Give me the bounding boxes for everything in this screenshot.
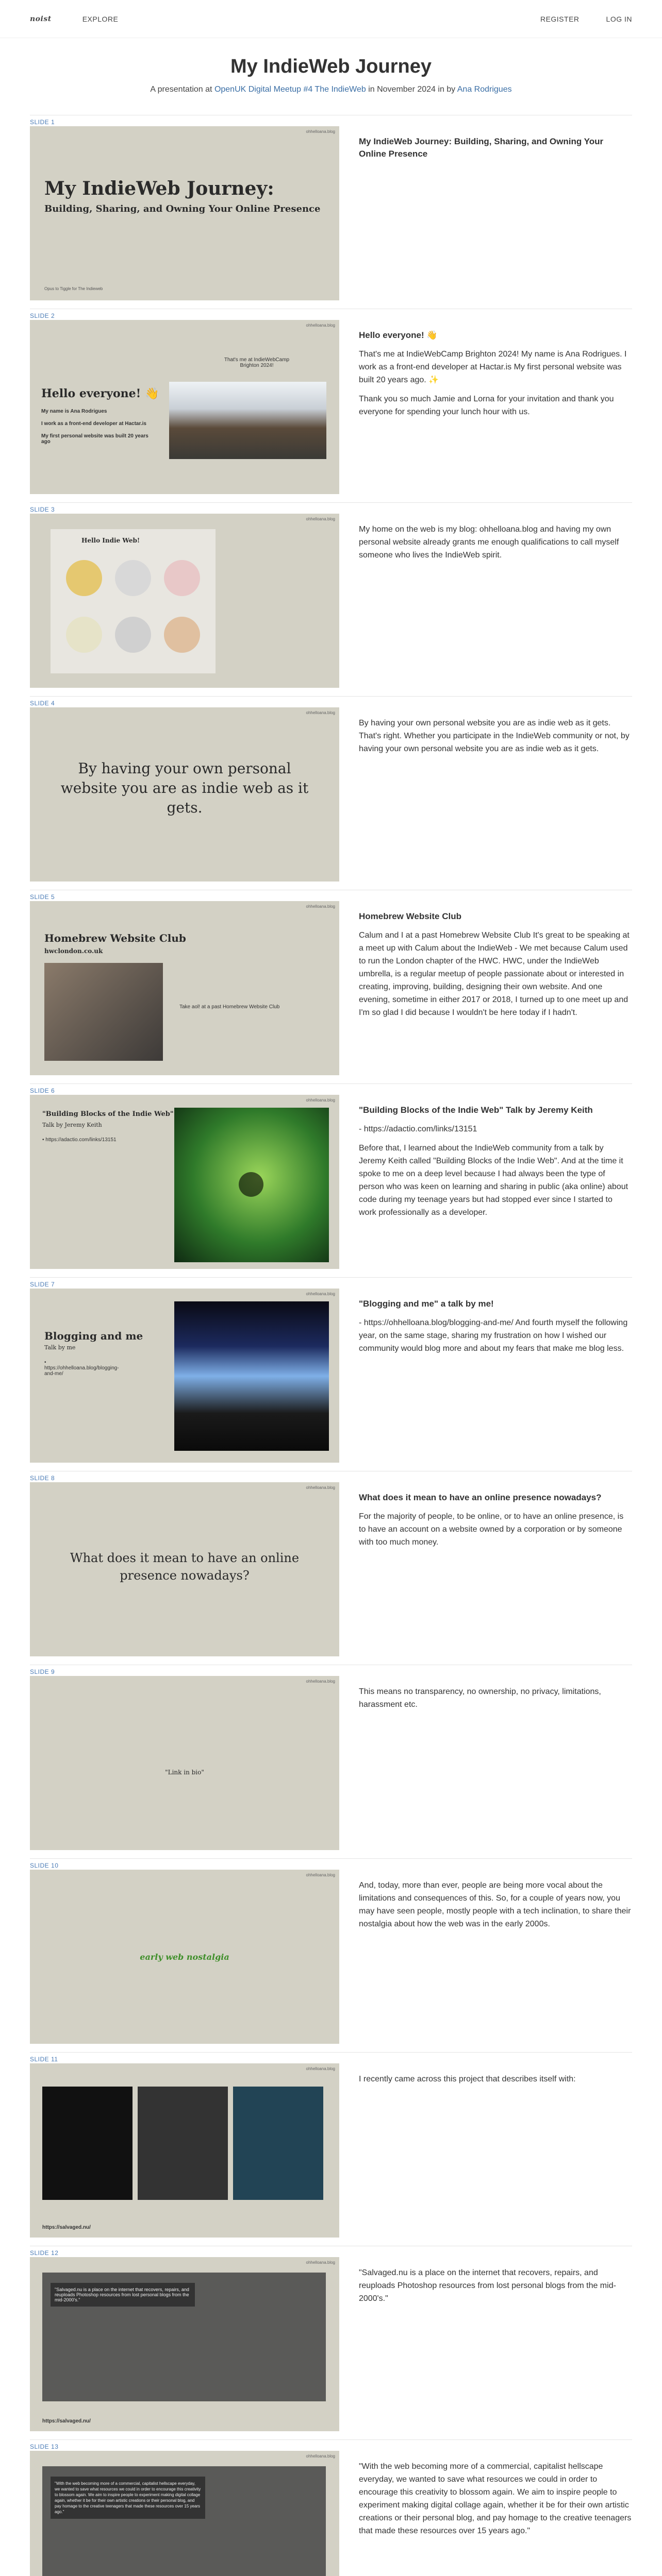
subtitle-middle: in November 2024 in by (366, 85, 457, 94)
slide-thumbnail[interactable] (30, 2451, 339, 2576)
slide-thumbnail[interactable] (30, 901, 339, 1075)
thumb-caption: Take aol! at a past Homebrew Website Club (179, 1004, 280, 1010)
slide (30, 309, 632, 502)
slide-thumbnail[interactable] (30, 1095, 339, 1269)
slide-paragraph: Before that, I learned about the IndieWeb community from a talk by Jeremy Keith called "Building Blocks of the Indie Web". And at the time it spoke to me on a deep level because I had always been the type of person who was keen on learning and sharing in public (aka online) about code during my teenage years but had stopped ever since I started to work professionally as a developer. (359, 1144, 628, 1217)
slide-label[interactable]: SLIDE 4 (30, 696, 632, 705)
slide-paragraph: Calum and I at a past Homebrew Website Club It's great to be speaking at a meet up with Calum about the IndieWeb - We met because Calum used to run the London chapter of the HWC. HWC, under the IndieWeb umbrella, is a regular meetup of people passionate about or interested in creating, improving, building, designing their own website. And one evening, sometime in either 2017 or 2018, I turned up to one meet up and I'm so glad I did because I wouldn't be here today if I hadn't. (359, 931, 630, 1017)
slide (30, 1665, 632, 1858)
slide (30, 2052, 632, 2246)
slide-label[interactable]: SLIDE 8 (30, 1471, 632, 1480)
slide (30, 1277, 632, 1471)
slide (30, 890, 632, 1083)
slide-thumbnail[interactable] (30, 2063, 339, 2238)
thumb-footer: https://salvaged.nu/ (42, 2418, 91, 2424)
presentation-subtitle (0, 85, 662, 94)
slide-paragraph: My home on the web is my blog: ohhelloana.blog and having my own personal website already grants me enough qualifications to call myself someone who lives the IndieWeb spirit. (359, 525, 619, 560)
slide-heading: Hello everyone! 👋 (359, 330, 438, 340)
slide-watermark: ohhelloana.blog (306, 710, 335, 715)
circle-decor (66, 560, 102, 596)
slide-watermark: ohhelloana.blog (306, 517, 335, 521)
thumb-subtitle: hwclondon.co.uk (44, 947, 103, 955)
slide-row (30, 320, 632, 494)
slide-row (30, 1676, 632, 1850)
slide-row (30, 1095, 632, 1269)
thumb-title: Hello everyone! 👋 (41, 387, 159, 400)
circle-decor (115, 617, 151, 653)
slide (30, 115, 632, 309)
thumb-title: early web nostalgia (140, 1952, 229, 1962)
author-link[interactable]: Ana Rodrigues (457, 85, 512, 94)
slide-notes (359, 1289, 632, 1463)
slide-heading: What does it mean to have an online presence nowadays? (359, 1493, 602, 1502)
slide-thumbnail[interactable] (30, 1482, 339, 1656)
event-link[interactable]: OpenUK Digital Meetup #4 The IndieWeb (214, 85, 366, 94)
slide (30, 2246, 632, 2439)
slide-notes (359, 1870, 632, 2044)
thumb-subtitle: Talk by me (44, 1344, 76, 1351)
slide-paragraph: - https://ohhelloana.blog/blogging-and-me/ And fourth myself the following year, on the same stage, sharing my frustration on how I wished our community would blog more and about my fears that make me blog less. (359, 1318, 628, 1353)
slide-notes (359, 1095, 632, 1269)
slide-label[interactable]: SLIDE 10 (30, 1858, 632, 1868)
slide (30, 1471, 632, 1665)
slide-thumbnail[interactable] (30, 320, 339, 494)
nav-login[interactable]: LOG IN (606, 14, 632, 23)
slide-label[interactable]: SLIDE 3 (30, 502, 632, 512)
nav-explore[interactable]: EXPLORE (82, 14, 119, 23)
slide-watermark: ohhelloana.blog (306, 1292, 335, 1296)
slide-row (30, 1482, 632, 1656)
slide-watermark: ohhelloana.blog (306, 1679, 335, 1684)
slide-label[interactable]: SLIDE 11 (30, 2052, 632, 2061)
slide-paragraph: And, today, more than ever, people are being more vocal about the limitations and consequences of this. So, for a couple of years now, you may have seen people, mostly people with a tech inclination, to share their nostalgia about how the web was in the early 2000s. (359, 1881, 631, 1928)
slide-watermark: ohhelloana.blog (306, 2454, 335, 2459)
thumb-subtitle: Talk by Jeremy Keith (42, 1122, 102, 1128)
slide-paragraph: This means no transparency, no ownership, no privacy, limitations, harassment etc. (359, 1687, 601, 1709)
photo (169, 382, 326, 459)
site-logo[interactable]: noist (30, 14, 52, 23)
slide-watermark: ohhelloana.blog (306, 323, 335, 328)
thumb-quote: "With the web becoming more of a commercial, capitalist hellscape everyday, we wanted to save what resources we could in order to encourage this creativity to blossom again. We aim to inspire people to experiment making digital collage again, whether it be for their own artistic creations or their personal blog, and pay homage to the creative teenagers that made these resources over 15 years ago." (51, 2477, 205, 2519)
presentation-header (0, 38, 662, 115)
slide-paragraph: That's me at IndieWebCamp Brighton 2024! My name is Ana Rodrigues. I work as a front-end developer at Hactar.is My first personal website was built 20 years ago. ✨ (359, 350, 627, 384)
top-bar (0, 0, 662, 38)
slide-notes (359, 2451, 632, 2576)
thumb-line: I work as a front-end developer at Hactar.is (41, 421, 146, 427)
circle-decor (164, 617, 200, 653)
thumb-title: Hello Indie Web! (81, 537, 140, 544)
slide-notes (359, 2257, 632, 2431)
slide-row (30, 514, 632, 688)
play-icon[interactable] (239, 1172, 263, 1197)
thumb-title: Homebrew Website Club (44, 932, 186, 944)
slide-label[interactable]: SLIDE 13 (30, 2439, 632, 2449)
slide-row (30, 1289, 632, 1463)
slide-notes (359, 126, 632, 300)
slide-heading: Homebrew Website Club (359, 911, 461, 921)
circle-decor (115, 560, 151, 596)
thumb-link: • https://ohhelloana.blog/blogging-and-me/ (44, 1360, 119, 1377)
slide-notes (359, 1676, 632, 1850)
slide-label[interactable]: SLIDE 12 (30, 2246, 632, 2255)
slide-thumbnail[interactable] (30, 514, 339, 688)
slide-label[interactable]: SLIDE 5 (30, 890, 632, 899)
photo (44, 963, 163, 1061)
thumb-line: My name is Ana Rodrigues (41, 409, 107, 414)
slide-row (30, 1870, 632, 2044)
page-title: My IndieWeb Journey (230, 56, 432, 77)
slide-notes (359, 320, 632, 494)
slide-thumbnail[interactable] (30, 2257, 339, 2431)
circle-decor (164, 560, 200, 596)
slide-label[interactable]: SLIDE 9 (30, 1665, 632, 1674)
slide-label[interactable]: SLIDE 6 (30, 1083, 632, 1093)
slide (30, 1858, 632, 2052)
slide (30, 696, 632, 890)
slide-paragraph: By having your own personal website you are as indie web as it gets. That's right. Whether you participate in the IndieWeb community or not, by having your own personal website you are as indie web as it gets. (359, 719, 630, 753)
slide-row (30, 2451, 632, 2576)
slide-watermark: ohhelloana.blog (306, 129, 335, 134)
screenshot (42, 2087, 133, 2200)
thumb-title: Blogging and me (44, 1330, 143, 1342)
thumb-line: My first personal website was built 20 years ago (41, 433, 148, 445)
subtitle-prefix: A presentation at (150, 85, 214, 94)
slide-row (30, 2257, 632, 2431)
thumb-caption: That's me at IndieWebCamp Brighton 2024! (224, 357, 290, 368)
slide-heading: "Blogging and me" a talk by me! (359, 1299, 494, 1309)
thumb-subtitle: Building, Sharing, and Owning Your Online Presence (44, 204, 321, 214)
screenshot (138, 2087, 228, 2200)
slide-watermark: ohhelloana.blog (306, 2066, 335, 2071)
slide-thumbnail[interactable] (30, 126, 339, 300)
thumb-title: By having your own personal website you are as indie web as it gets. (60, 760, 309, 816)
slide-notes (359, 514, 632, 688)
slides-list (0, 115, 662, 2576)
slide-paragraph: - https://adactio.com/links/13151 (359, 1125, 477, 1133)
slide-label[interactable]: SLIDE 2 (30, 309, 632, 318)
circle-decor (66, 617, 102, 653)
slide-notes (359, 901, 632, 1075)
slide (30, 1083, 632, 1277)
slide-thumbnail[interactable] (30, 1870, 339, 2044)
slide-row (30, 126, 632, 300)
thumb-title: "Link in bio" (165, 1769, 204, 1776)
slide (30, 502, 632, 696)
slide-row (30, 2063, 632, 2238)
slide-watermark: ohhelloana.blog (306, 904, 335, 909)
slide-paragraph: "With the web becoming more of a commercial, capitalist hellscape everyday, we wanted to save what resources we could in order to encourage this creativity to blossom again. We aim to inspire people to experiment making digital collage again, whether it be for their own artistic creations or their personal blog, and pay homage to the creative teenagers that made these resources over 15 years ago." (359, 2462, 632, 2535)
nav-register[interactable]: REGISTER (540, 14, 580, 23)
slide-notes (359, 1482, 632, 1656)
slide-thumbnail[interactable] (30, 1289, 339, 1463)
slide-paragraph: For the majority of people, to be online, or to have an online presence, is to have an account on a website owned by a corporation or by someone with too much money. (359, 1512, 624, 1547)
thumb-title: My IndieWeb Journey: (44, 178, 274, 199)
thumb-footer: Opus to Tiggle for The Indieweb (44, 286, 103, 291)
slide-label[interactable]: SLIDE 1 (30, 115, 632, 124)
thumb-title: What does it mean to have an online presence nowadays? (70, 1551, 300, 1583)
slide-heading: My IndieWeb Journey: Building, Sharing, and Owning Your Online Presence (359, 137, 604, 159)
slide-heading: "Building Blocks of the Indie Web" Talk by Jeremy Keith (359, 1105, 593, 1115)
nav-left (30, 15, 118, 23)
slide-watermark: ohhelloana.blog (306, 2260, 335, 2265)
slide-watermark: ohhelloana.blog (306, 1873, 335, 1877)
thumb-quote: "Salvaged.nu is a place on the internet that recovers, repairs, and reuploads Photoshop resources from lost personal blogs from the mid-2000's." (51, 2283, 195, 2307)
slide-thumbnail[interactable] (30, 707, 339, 882)
slide-watermark: ohhelloana.blog (306, 1098, 335, 1103)
slide-paragraph: "Salvaged.nu is a place on the internet that recovers, repairs, and reuploads Photoshop resources from lost personal blogs from the mid-2000's." (359, 2268, 616, 2303)
slide-paragraph: Thank you so much Jamie and Lorna for your invitation and thank you everyone for spending your lunch hour with us. (359, 395, 614, 416)
slide (30, 2439, 632, 2576)
thumb-footer: https://salvaged.nu/ (42, 2225, 91, 2230)
slide-row (30, 707, 632, 882)
slide-notes (359, 2063, 632, 2238)
slide-label[interactable]: SLIDE 7 (30, 1277, 632, 1286)
thumb-title: "Building Blocks of the Indie Web" (42, 1110, 174, 1118)
nav-right (540, 15, 632, 23)
photo (174, 1301, 329, 1451)
screenshot (233, 2087, 323, 2200)
slide-notes (359, 707, 632, 882)
thumb-link: • https://adactio.com/links/13151 (42, 1137, 117, 1143)
slide-row (30, 901, 632, 1075)
slide-paragraph: I recently came across this project that describes itself with: (359, 2075, 576, 2083)
slide-watermark: ohhelloana.blog (306, 1485, 335, 1490)
slide-thumbnail[interactable] (30, 1676, 339, 1850)
